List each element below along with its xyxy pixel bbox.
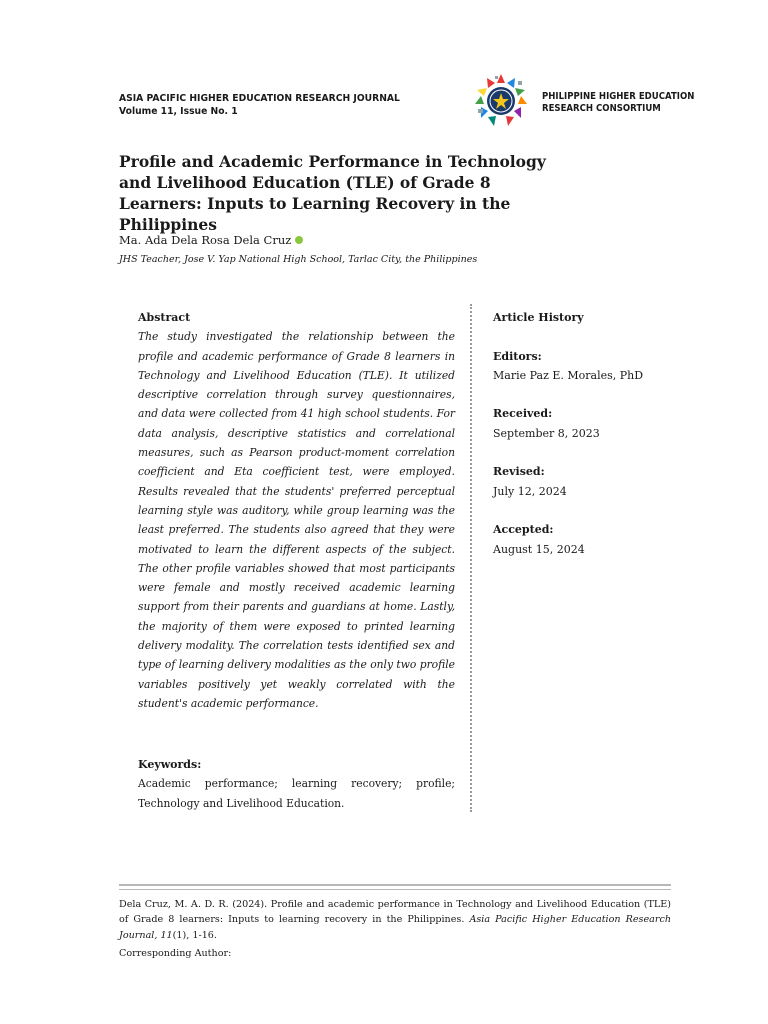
journal-name: ASIA PACIFIC HIGHER EDUCATION RESEARCH JOURNAL — [119, 93, 400, 104]
orcid-icon[interactable] — [295, 236, 303, 244]
editors-label: Editors: — [493, 349, 542, 363]
journal-header — [119, 92, 424, 118]
consortium-name-line2: RESEARCH CONSORTIUM — [542, 103, 661, 114]
keywords-heading: Keywords: — [138, 758, 202, 771]
author-name: Ma. Ada Dela Rosa Dela Cruz — [119, 233, 292, 247]
corresponding-author: Corresponding Author: — [119, 948, 232, 959]
citation-text: Dela Cruz, M. A. D. R. (2024). Profile and academic performance in Technology and Livelihood Education (TLE) of Grade 8 learners: Inputs to learning recovery in the Philippines. — [119, 899, 671, 926]
received-label: Received: — [493, 407, 553, 421]
abstract-text: The study investigated the relationship between the profile and academic performance of Grade 8 learners in Technology and Livelihood Education (TLE). It utilized descriptive correlation through survey questionnaires, and data were collected from 41 high school students. For data analysis, descriptive statistics and correlational measures, such as Pearson product-moment correlation coefficient and Eta coefficient test, were employed. Results revealed that the students' preferred perceptual learning style was auditory, while group learning was the least preferred. The students also agreed that they were motivated to learn the different aspects of the subject. The other profile variables showed that most participants were female and mostly received academic learning support from their parents and guardians at home. Lastly, the majority of them were exposed to printed learning delivery modality. The correlation tests identified sex and type of learning delivery modalities as the only two profile variables positively yet weakly correlated with the student's academic performance. — [138, 330, 455, 710]
consortium-logo — [470, 71, 532, 129]
revised-label: Revised: — [493, 465, 545, 479]
revised-block — [493, 462, 673, 501]
accepted-block — [493, 520, 673, 559]
article-history — [493, 308, 673, 559]
paper-title: Profile and Academic Performance in Technology and Livelihood Education (TLE) of Grade 8 Learners: Inputs to Learning Recovery in the Philippines — [119, 152, 546, 234]
article-history-heading: Article History — [493, 311, 584, 324]
received-block — [493, 404, 673, 443]
citation-issue: (1), 1-16. — [172, 929, 217, 941]
consortium-name-line1: PHILIPPINE HIGHER EDUCATION — [542, 91, 695, 102]
author-affiliation: JHS Teacher, Jose V. Yap National High School, Tarlac City, the Philippines — [119, 254, 478, 265]
abstract-section — [138, 308, 455, 713]
editors-value: Marie Paz E. Morales, PhD — [493, 368, 644, 382]
author-line — [119, 233, 303, 247]
revised-value: July 12, 2024 — [493, 484, 567, 498]
keywords-section — [138, 755, 455, 813]
keywords-text: Academic performance; learning recovery; profile; Technology and Livelihood Education. — [138, 777, 455, 810]
consortium-name — [542, 91, 711, 115]
editors-block — [493, 347, 673, 386]
received-value: September 8, 2023 — [493, 426, 600, 440]
footer-rule — [119, 884, 671, 886]
accepted-value: August 15, 2024 — [493, 542, 585, 556]
abstract-heading: Abstract — [138, 311, 191, 324]
journal-issue: Volume 11, Issue No. 1 — [119, 106, 238, 117]
accepted-label: Accepted: — [493, 523, 554, 537]
footer-rule-thin — [119, 889, 671, 890]
column-divider — [470, 304, 472, 812]
citation-journal: Asia Pacific Higher Education Research Journal, 11 — [119, 914, 671, 941]
citation — [119, 897, 671, 943]
